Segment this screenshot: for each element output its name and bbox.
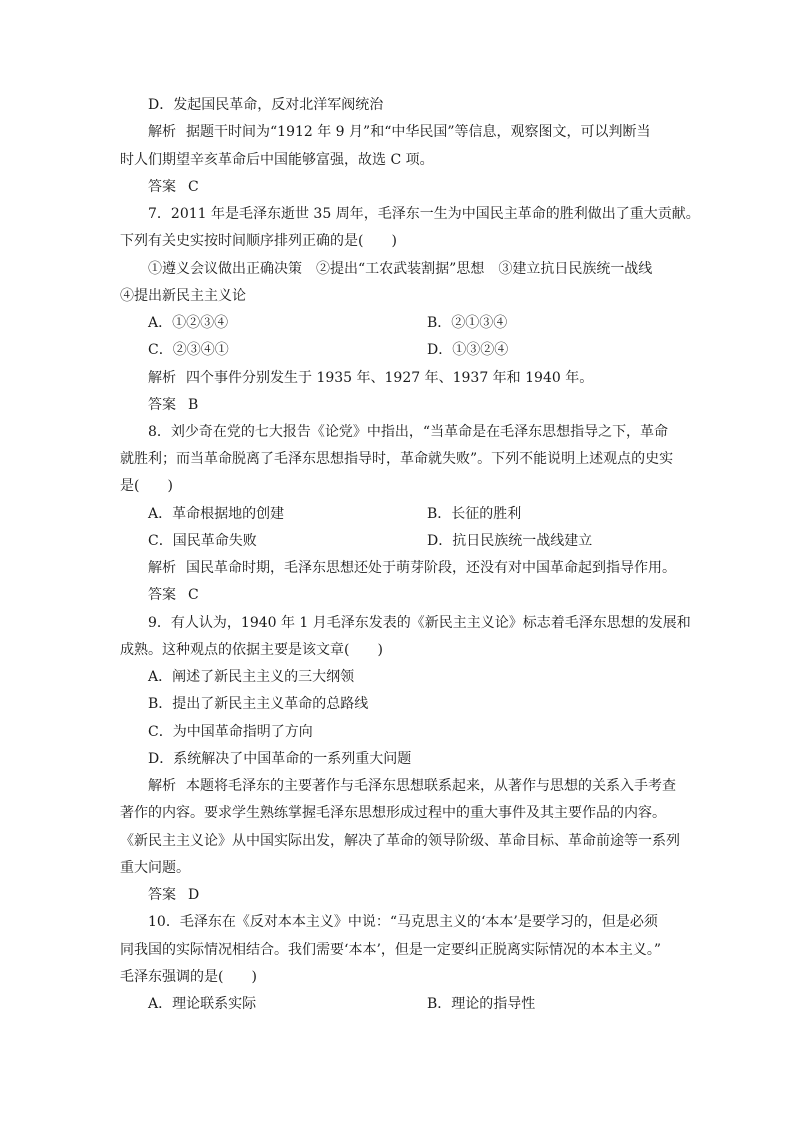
q8-analysis — [148, 558, 676, 578]
q7-option-c: C．②③④① — [148, 342, 229, 358]
q9-analysis-line2: 著作的内容。要求学生熟练掌握毛泽东思想形成过程中的重大事件及其主要作品的内容。 — [120, 805, 666, 821]
q9-stem-line2: 成熟。这种观点的依据主要是该文章( ) — [120, 642, 383, 658]
q8-answer — [148, 585, 199, 605]
q8-option-d: D．抗日民族统一战线建立 — [427, 533, 593, 549]
q9-option-a: A．阐述了新民主主义的三大纲领 — [148, 669, 355, 685]
q7-answer — [148, 395, 198, 415]
analysis-text: 国民革命时期，毛泽东思想还处于萌芽阶段，还没有对中国革命起到指导作用。 — [186, 560, 676, 576]
q9-analysis-line3: 《新民主主义论》从中国实际出发，解决了革命的领导阶级、革命目标、革命前途等一系列 — [120, 833, 680, 849]
q6-analysis-line1 — [148, 122, 651, 142]
q9-answer — [148, 885, 199, 905]
q7-items-line2: ④提出新民主主义论 — [120, 288, 246, 304]
q6-answer — [148, 177, 199, 197]
answer-value: B — [188, 397, 199, 413]
answer-label: 答案 — [148, 587, 176, 603]
q8-stem-line1: 8．刘少奇在党的七大报告《论党》中指出，“当革命是在毛泽东思想指导之下，革命 — [148, 424, 669, 440]
analysis-text: 本题将毛泽东的主要著作与毛泽东思想联系起来，从著作与思想的关系入手考查 — [186, 778, 676, 794]
q10-stem-line1: 10．毛泽东在《反对本本主义》中说：“马克思主义的‘本本’是要学习的，但是必须 — [148, 914, 658, 930]
q8-stem-line3: 是( ) — [120, 478, 173, 494]
analysis-label: 解析 — [148, 124, 176, 140]
q10-stem-line2: 同我国的实际情况相结合。我们需要‘本本’，但是一定要纠正脱离实际情况的本本主义。” — [120, 942, 662, 958]
q9-stem-line1: 9．有人认为，1940 年 1 月毛泽东发表的《新民主主义论》标志着毛泽东思想的发展和 — [148, 615, 691, 631]
q9-analysis-line1 — [148, 776, 676, 796]
analysis-label: 解析 — [148, 560, 176, 576]
q8-option-b: B．长征的胜利 — [427, 506, 522, 522]
q7-items-line1: ①遵义会议做出正确决策 ②提出“工农武装割据”思想 ③建立抗日民族统一战线 — [148, 261, 653, 277]
q7-analysis — [148, 368, 593, 388]
q6-option-d: D．发起国民革命，反对北洋军阀统治 — [148, 97, 384, 113]
analysis-text: 四个事件分别发生于 1935 年、1927 年、1937 年和 1940 年。 — [186, 370, 594, 386]
q7-option-a: A．①②③④ — [148, 315, 229, 331]
answer-value: C — [188, 179, 199, 195]
q9-option-b: B．提出了新民主主义革命的总路线 — [148, 696, 369, 712]
answer-value: C — [188, 587, 199, 603]
q9-option-c: C．为中国革命指明了方向 — [148, 724, 313, 740]
answer-label: 答案 — [148, 887, 176, 903]
q8-option-c: C．国民革命失败 — [148, 533, 257, 549]
q8-option-a: A．革命根据地的创建 — [148, 506, 285, 522]
analysis-label: 解析 — [148, 778, 176, 794]
q10-option-b: B．理论的指导性 — [427, 996, 536, 1012]
q10-stem-line3: 毛泽东强调的是( ) — [120, 969, 257, 985]
analysis-label: 解析 — [148, 370, 176, 386]
answer-label: 答案 — [148, 397, 176, 413]
answer-value: D — [188, 887, 200, 903]
q7-stem-line2: 下列有关史实按时间顺序排列正确的是( ) — [120, 233, 397, 249]
q8-stem-line2: 就胜利；而当革命脱离了毛泽东思想指导时，革命就失败”。下列不能说明上述观点的史实 — [120, 451, 674, 467]
q7-option-d: D．①③②④ — [427, 342, 509, 358]
q7-option-b: B．②①③④ — [427, 315, 508, 331]
q9-analysis-line4: 重大问题。 — [120, 860, 190, 876]
q7-stem-line1: 7．2011 年是毛泽东逝世 35 周年，毛泽东一生为中国民主革命的胜利做出了重大贡献。 — [148, 206, 700, 222]
q10-option-a: A．理论联系实际 — [148, 996, 257, 1012]
answer-label: 答案 — [148, 179, 176, 195]
q6-analysis-line2: 时人们期望辛亥革命后中国能够富强，故选 C 项。 — [120, 152, 434, 168]
q9-option-d: D．系统解决了中国革命的一系列重大问题 — [148, 751, 412, 767]
analysis-text: 据题干时间为“1912 年 9 月”和“中华民国”等信息，观察图文，可以判断当 — [186, 124, 651, 140]
